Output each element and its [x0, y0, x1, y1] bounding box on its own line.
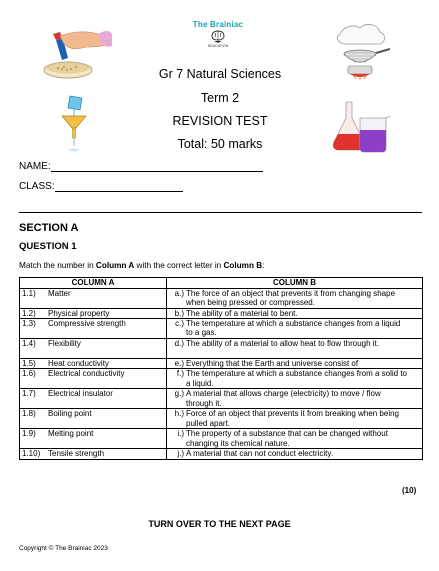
table-row: [20, 359, 423, 369]
column-a-cell: [20, 339, 167, 359]
column-b-cell: [167, 289, 423, 309]
item-number: 1.7): [22, 389, 36, 399]
item-definition: The ability of a material to allow heat to flow through it.: [186, 339, 379, 349]
item-letter: b.): [174, 309, 184, 318]
column-a-cell: [20, 309, 167, 319]
brand-name: The Brainiac: [192, 20, 244, 29]
beaker-funnel-icon: [56, 94, 92, 154]
brainiac-logo-icon: [210, 30, 226, 44]
sieve-pot-icon: [330, 20, 392, 82]
brand-block: [188, 20, 248, 48]
item-letter: j.): [177, 449, 184, 459]
table-row: [20, 289, 423, 309]
item-term: Flexibility: [48, 339, 81, 349]
question-heading: QUESTION 1: [19, 241, 77, 252]
column-a-cell: [20, 389, 167, 409]
column-b-cell: [167, 319, 423, 339]
item-number: 1.8): [22, 409, 36, 419]
table-row: [20, 369, 423, 389]
column-b-cell: [167, 359, 423, 369]
instruction-part: with the correct letter in: [134, 261, 224, 270]
column-a-cell: [20, 319, 167, 339]
item-definition: The temperature at which a substance changes from a liquid to a gas.: [186, 319, 401, 338]
item-term: Boiling point: [48, 409, 92, 419]
item-definition: The temperature at which a substance changes from a solid to a liquid.: [186, 369, 408, 388]
total-marks: Total: 50 marks: [177, 137, 263, 151]
item-definition: The property of a substance that can be changed without changing its chemical nature.: [186, 429, 388, 448]
item-term: Matter: [48, 289, 71, 298]
item-definition: The force of an object that prevents it from changing shape when being pressed or compressed.: [186, 289, 396, 308]
section-heading: SECTION A: [19, 222, 79, 234]
column-a-cell: [20, 409, 167, 429]
item-letter: g.): [174, 389, 184, 399]
item-term: Physical property: [48, 309, 110, 318]
item-number: 1.1): [22, 289, 36, 298]
item-letter: d.): [174, 339, 184, 349]
divider-line: [19, 212, 422, 213]
table-row: [20, 319, 423, 339]
grade-subject: Gr 7 Natural Sciences: [158, 67, 282, 81]
item-term: Compressive strength: [48, 319, 126, 329]
column-a-cell: [20, 449, 167, 459]
item-letter: a.): [174, 289, 184, 298]
item-number: 1.2): [22, 309, 36, 318]
item-term: Tensile strength: [48, 449, 105, 459]
column-a-cell: [20, 429, 167, 449]
table-row: [20, 409, 423, 429]
question-marks: (10): [402, 486, 417, 495]
column-b-cell: [167, 369, 423, 389]
column-a-cell: [20, 369, 167, 389]
column-b-cell: [167, 309, 423, 319]
name-label: NAME:: [19, 161, 51, 172]
table-header-row: [20, 278, 423, 289]
item-number: 1.6): [22, 369, 36, 379]
magnet-petri-dish-icon: [38, 24, 114, 82]
column-b-cell: [167, 409, 423, 429]
item-term: Electrical conductivity: [48, 369, 125, 379]
item-number: 1.4): [22, 339, 36, 349]
item-definition: The ability of a material to bent.: [186, 309, 298, 318]
item-number: 1.3): [22, 319, 36, 329]
item-letter: f.): [176, 369, 184, 379]
item-term: Electrical insulator: [48, 389, 113, 399]
item-letter: e.): [174, 359, 184, 369]
turn-over-note: TURN OVER TO THE NEXT PAGE: [148, 519, 291, 529]
column-a-cell: [20, 359, 167, 369]
table-row: [20, 429, 423, 449]
item-definition: A material that can not conduct electricity.: [186, 449, 334, 459]
table-row: [20, 339, 423, 359]
item-term: Heat conductivity: [48, 359, 109, 369]
item-number: 1.10): [22, 449, 41, 459]
brand-subtitle: EDUCATION: [207, 44, 229, 48]
item-number: 1.5): [22, 359, 36, 369]
lab-flasks-icon: [330, 94, 392, 156]
item-letter: h.): [174, 409, 184, 419]
column-b-header: COLUMN B: [167, 278, 423, 289]
class-line[interactable]: [55, 180, 183, 192]
instruction-part: Match the number in: [19, 261, 96, 270]
item-definition: Everything that the Earth and universe consist of: [186, 359, 359, 369]
table-row: [20, 309, 423, 319]
item-definition: Force of an object that prevents it from breaking when being pulled apart.: [186, 409, 400, 428]
table-row: [20, 449, 423, 459]
instruction-col-a: Column A: [95, 261, 135, 270]
name-field[interactable]: [19, 160, 263, 172]
copyright-note: Copyright © The Brainiac 2023: [19, 545, 108, 552]
column-b-cell: [167, 339, 423, 359]
item-definition: A material that allows charge (electricity) to move / flow through it.: [186, 389, 381, 408]
name-line[interactable]: [51, 160, 263, 172]
matching-table: [19, 277, 423, 460]
column-a-cell: [20, 289, 167, 309]
instruction-part: :: [262, 261, 265, 270]
item-term: Melting point: [48, 429, 94, 439]
column-b-cell: [167, 449, 423, 459]
class-field[interactable]: [19, 180, 183, 192]
item-letter: c.): [175, 319, 184, 329]
class-label: CLASS:: [19, 181, 55, 192]
instruction-col-b: Column B: [223, 261, 263, 270]
column-a-header: COLUMN A: [20, 278, 167, 289]
column-b-cell: [167, 429, 423, 449]
table-row: [20, 389, 423, 409]
term-label: Term 2: [200, 91, 240, 105]
item-number: 1.9): [22, 429, 36, 439]
item-letter: i.): [177, 429, 184, 439]
test-title: REVISION TEST: [172, 114, 268, 128]
column-b-cell: [167, 389, 423, 409]
instruction-text: [19, 261, 264, 270]
